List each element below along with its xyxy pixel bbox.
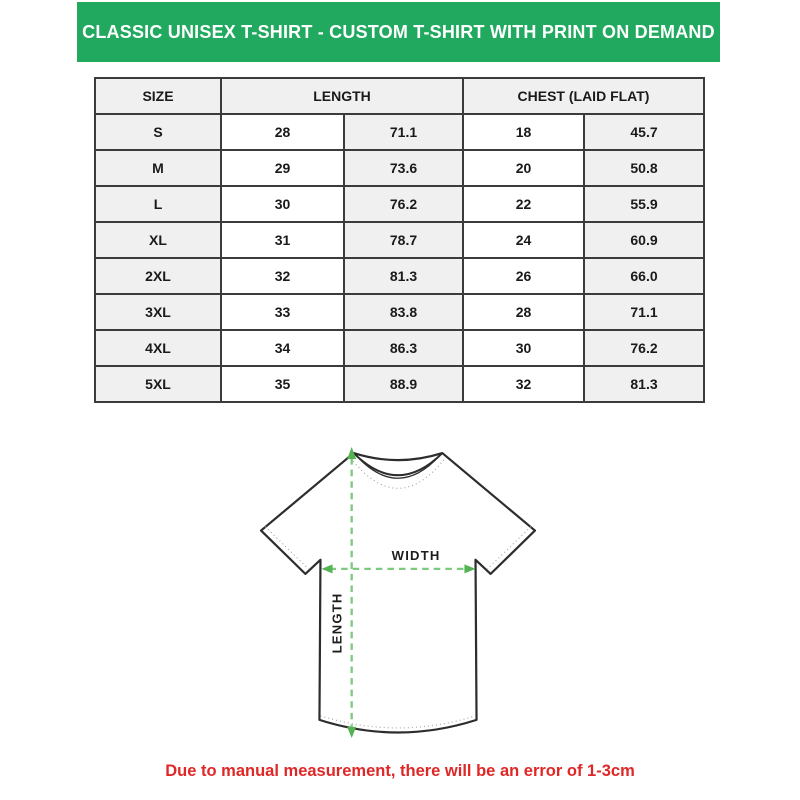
cell-length-in: 34	[221, 330, 344, 366]
cell-chest-cm: 81.3	[584, 366, 704, 402]
table-row	[95, 150, 704, 186]
cell-chest-cm: 55.9	[584, 186, 704, 222]
table-header-row	[95, 78, 704, 114]
cell-size: L	[95, 186, 221, 222]
measurement-disclaimer: Due to manual measurement, there will be an error of 1-3cm	[165, 762, 635, 780]
length-label: LENGTH	[329, 592, 345, 654]
cell-size: 5XL	[95, 366, 221, 402]
cell-chest-cm: 50.8	[584, 150, 704, 186]
width-label: WIDTH	[391, 547, 441, 563]
header-size: SIZE	[95, 78, 221, 114]
cell-size: 4XL	[95, 330, 221, 366]
cell-length-cm: 83.8	[344, 294, 463, 330]
cell-length-in: 32	[221, 258, 344, 294]
table-row	[95, 366, 704, 402]
table-row	[95, 294, 704, 330]
cell-length-cm: 81.3	[344, 258, 463, 294]
cell-length-cm: 71.1	[344, 114, 463, 150]
cell-length-in: 28	[221, 114, 344, 150]
cell-chest-cm: 76.2	[584, 330, 704, 366]
table-row	[95, 186, 704, 222]
cell-length-in: 31	[221, 222, 344, 258]
cell-length-in: 35	[221, 366, 344, 402]
cell-length-cm: 88.9	[344, 366, 463, 402]
page-title: CLASSIC UNISEX T-SHIRT - CUSTOM T-SHIRT WITH PRINT ON DEMAND	[82, 21, 715, 42]
cell-chest-in: 22	[463, 186, 584, 222]
cell-length-in: 33	[221, 294, 344, 330]
tshirt-outline	[261, 453, 535, 732]
length-arrowhead-bottom	[347, 727, 356, 738]
table-row	[95, 114, 704, 150]
cell-chest-in: 32	[463, 366, 584, 402]
tshirt-measurement-diagram	[253, 441, 545, 741]
cell-length-in: 30	[221, 186, 344, 222]
cell-size: M	[95, 150, 221, 186]
cell-size: 3XL	[95, 294, 221, 330]
cell-chest-in: 18	[463, 114, 584, 150]
title-banner	[77, 2, 720, 62]
cell-length-cm: 76.2	[344, 186, 463, 222]
cell-chest-cm: 45.7	[584, 114, 704, 150]
cell-length-cm: 73.6	[344, 150, 463, 186]
table-row	[95, 222, 704, 258]
cell-chest-cm: 66.0	[584, 258, 704, 294]
table-row	[95, 258, 704, 294]
header-chest: CHEST (LAID FLAT)	[463, 78, 704, 114]
cell-length-cm: 78.7	[344, 222, 463, 258]
table-row	[95, 330, 704, 366]
cell-size: XL	[95, 222, 221, 258]
cell-size: 2XL	[95, 258, 221, 294]
cell-chest-in: 20	[463, 150, 584, 186]
cell-length-in: 29	[221, 150, 344, 186]
header-length: LENGTH	[221, 78, 463, 114]
cell-chest-cm: 71.1	[584, 294, 704, 330]
tshirt-icon	[253, 441, 545, 741]
cell-size: S	[95, 114, 221, 150]
cell-chest-in: 28	[463, 294, 584, 330]
cell-chest-cm: 60.9	[584, 222, 704, 258]
cell-length-cm: 86.3	[344, 330, 463, 366]
cell-chest-in: 26	[463, 258, 584, 294]
cell-chest-in: 24	[463, 222, 584, 258]
size-chart-table	[94, 77, 705, 403]
cell-chest-in: 30	[463, 330, 584, 366]
